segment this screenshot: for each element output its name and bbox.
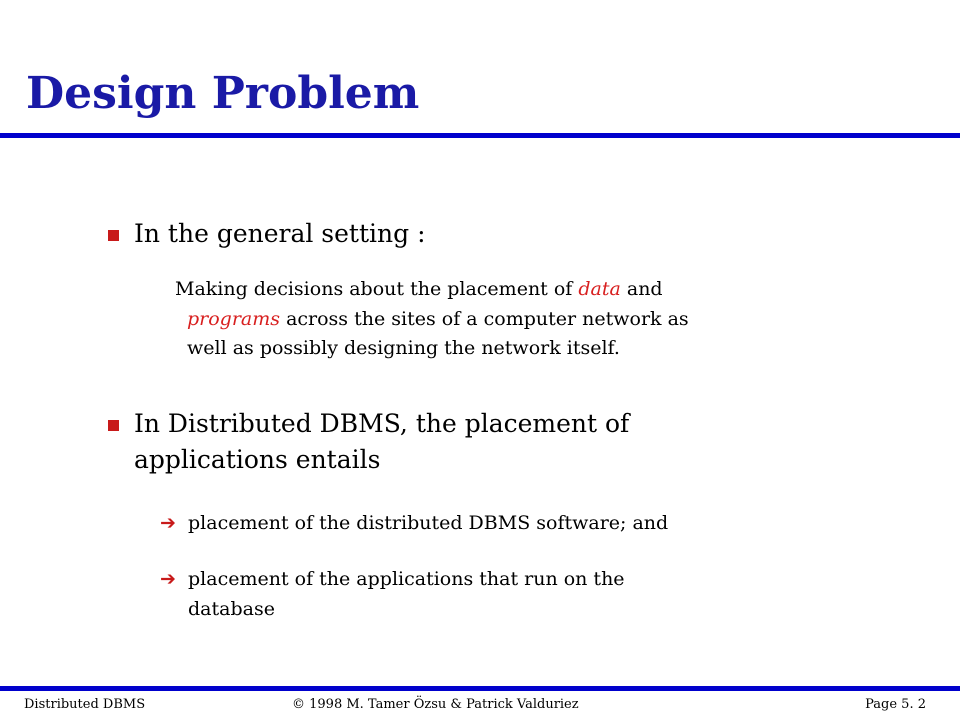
subitem-text-line-1: placement of the applications that run on the bbox=[188, 568, 625, 590]
general-setting-description bbox=[175, 275, 835, 364]
description-line-2 bbox=[175, 305, 835, 335]
footer-divider bbox=[0, 686, 960, 691]
right-arrow-icon: ➔ bbox=[160, 512, 176, 534]
footer-page-number: Page 5. 2 bbox=[865, 697, 926, 712]
description-text: across the sites of a computer network as bbox=[280, 307, 689, 330]
description-text: and bbox=[620, 278, 663, 300]
right-arrow-icon: ➔ bbox=[160, 568, 176, 590]
bullet-general-setting bbox=[134, 216, 426, 252]
square-bullet-icon bbox=[108, 230, 119, 241]
emphasis-programs: programs bbox=[187, 307, 281, 330]
footer-course: Distributed DBMS bbox=[24, 697, 146, 712]
subitem-applications bbox=[188, 564, 625, 624]
subitem-text-line-2: database bbox=[188, 598, 275, 620]
description-line-3: well as possibly designing the network itself. bbox=[187, 337, 620, 359]
description-line-1 bbox=[175, 275, 835, 305]
bullet-distributed-dbms bbox=[134, 406, 629, 478]
footer-copyright: © 1998 M. Tamer Özsu & Patrick Valduriez bbox=[292, 697, 579, 712]
title-divider bbox=[0, 133, 960, 138]
subitem-text: placement of the distributed DBMS software; and bbox=[188, 512, 669, 534]
slide-title: Design Problem bbox=[26, 68, 420, 119]
description-text: Making decisions about the placement of bbox=[175, 278, 579, 300]
emphasis-data: data bbox=[578, 278, 621, 300]
bullet-text: In the general setting : bbox=[134, 219, 426, 248]
bullet-text-line-1: In Distributed DBMS, the placement of bbox=[134, 409, 630, 438]
square-bullet-icon bbox=[108, 420, 119, 431]
bullet-text-line-2: applications entails bbox=[134, 445, 381, 474]
subitem-dbms-software bbox=[188, 508, 668, 538]
